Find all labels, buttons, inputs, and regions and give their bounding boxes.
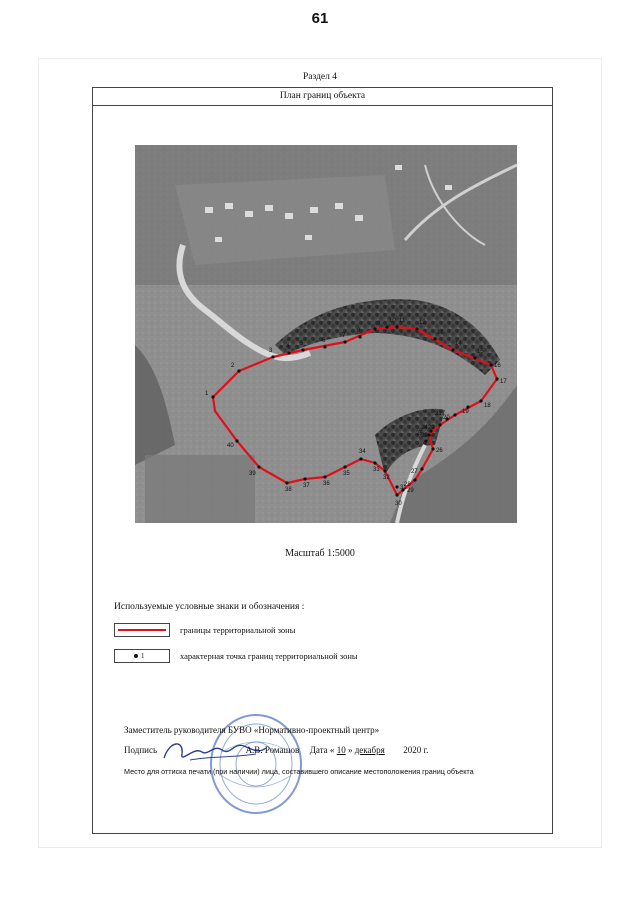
boundary-point-label: 1: [205, 391, 209, 397]
section-label: Раздел 4: [303, 72, 337, 82]
boundary-point: [373, 461, 376, 464]
boundary-point: [420, 467, 423, 470]
boundary-point-label: 30: [395, 501, 402, 507]
boundary-point: [287, 351, 290, 354]
boundary-point: [271, 355, 274, 358]
boundary-point: [427, 433, 430, 436]
page-title: План границ объекта: [93, 88, 552, 106]
map-scale: Масштаб 1:5000: [285, 548, 355, 559]
boundary-point: [489, 363, 492, 366]
boundary-point: [433, 337, 436, 340]
boundary-point-label: 7: [342, 333, 346, 339]
boundary-point-label: 19: [462, 409, 469, 415]
boundary-point: [451, 348, 454, 351]
boundary-point-label: 26: [436, 448, 443, 454]
boundary-point: [373, 327, 376, 330]
boundary-point-label: 12: [419, 320, 426, 326]
signature-label: Подпись: [124, 745, 158, 755]
boundary-point: [211, 395, 214, 398]
boundary-point-label: 27: [411, 469, 418, 475]
stamp-note: Место для оттиска печати (при наличии) лица, составившего описание местоположения границ объекта: [124, 767, 474, 776]
boundary-point-label: 22: [428, 425, 435, 431]
boundary-point: [473, 356, 476, 359]
boundary-point-label: 10: [389, 318, 396, 324]
boundary-point: [323, 345, 326, 348]
legend-point-number: 1: [141, 652, 145, 660]
boundary-point: [303, 477, 306, 480]
boundary-point: [413, 478, 416, 481]
legend-title: Используемые условные знаки и обозначения :: [114, 602, 305, 612]
boundary-point: [285, 481, 288, 484]
boundary-point: [235, 439, 238, 442]
boundary-point: [359, 457, 362, 460]
boundary-point: [479, 399, 482, 402]
boundary-point: [323, 475, 326, 478]
boundary-point: [424, 439, 427, 442]
boundary-point-label: 17: [500, 379, 507, 385]
date-year: 2020 г.: [403, 745, 429, 755]
boundary-point: [343, 340, 346, 343]
boundary-point: [385, 325, 388, 328]
boundary-point-label: 13: [437, 330, 444, 336]
boundary-point-label: 8: [357, 328, 361, 334]
boundary-point-label: 15: [477, 349, 484, 355]
boundary-point: [431, 447, 434, 450]
boundary-point-label: 11: [399, 318, 406, 324]
legend-label-point: характерная точка границ территориальной зоны: [180, 651, 358, 661]
boundary-point-label: 38: [285, 487, 292, 493]
aerial-map: [135, 145, 517, 523]
boundary-point-label: 21: [435, 411, 442, 417]
boundary-point: [395, 493, 398, 496]
boundary-point: [453, 413, 456, 416]
date-day: 10: [336, 745, 346, 755]
boundary-point: [415, 327, 418, 330]
boundary-point-label: 24: [421, 425, 428, 431]
red-line-icon: [118, 629, 166, 631]
legend-point-symbol: [114, 649, 170, 663]
boundary-point-label: 31: [400, 485, 407, 491]
signature-row: [124, 745, 428, 755]
boundary-point-label: 32: [383, 475, 390, 481]
date-separator: »: [347, 745, 353, 755]
boundary-point-label: 6: [322, 338, 326, 344]
signer-position: Заместитель руководителя БУВО «Нормативно-проектный центр»: [124, 725, 380, 735]
boundary-point-label: 4: [286, 344, 290, 350]
boundary-point: [237, 369, 240, 372]
date-month: декабря: [354, 745, 385, 755]
boundary-point: [301, 348, 304, 351]
boundary-point-label: 33: [373, 467, 380, 473]
boundary-point: [395, 485, 398, 488]
boundary-point-label: 36: [323, 481, 330, 487]
boundary-point: [495, 377, 498, 380]
boundary-point-label: 37: [303, 483, 310, 489]
boundary-point: [383, 469, 386, 472]
boundary-point-label: 35: [343, 471, 350, 477]
boundary-point-label: 34: [359, 449, 366, 455]
boundary-point: [343, 465, 346, 468]
page-number: 61: [311, 10, 329, 27]
boundary-point: [257, 465, 260, 468]
boundary-point-label: 28: [404, 482, 411, 488]
boundary-point-label: 23: [421, 433, 428, 439]
boundary-point-label: 16: [494, 363, 501, 369]
date-label: Дата «: [309, 745, 335, 755]
boundary-point: [438, 423, 441, 426]
legend-line-symbol: [114, 623, 170, 637]
boundary-point-label: 14: [455, 341, 462, 347]
boundary-point-label: 3: [269, 348, 273, 354]
boundary-point-label: 40: [227, 443, 234, 449]
boundary-point-label: 9: [377, 321, 381, 327]
boundary-point-label: 29: [407, 488, 414, 494]
boundary-point-label: 5: [300, 341, 304, 347]
legend-label-boundary: границы территориальной зоны: [180, 625, 296, 635]
boundary-point-label: 18: [484, 403, 491, 409]
boundary-point-label: 25: [416, 431, 423, 437]
boundary-point: [358, 335, 361, 338]
signer-name: А.В. Ромашов: [245, 745, 300, 755]
boundary-point-label: 39: [249, 471, 256, 477]
boundary-point: [395, 325, 398, 328]
boundary-point-label: 20: [443, 415, 450, 421]
point-icon: [134, 654, 138, 658]
boundary-point-label: 2: [231, 363, 235, 369]
